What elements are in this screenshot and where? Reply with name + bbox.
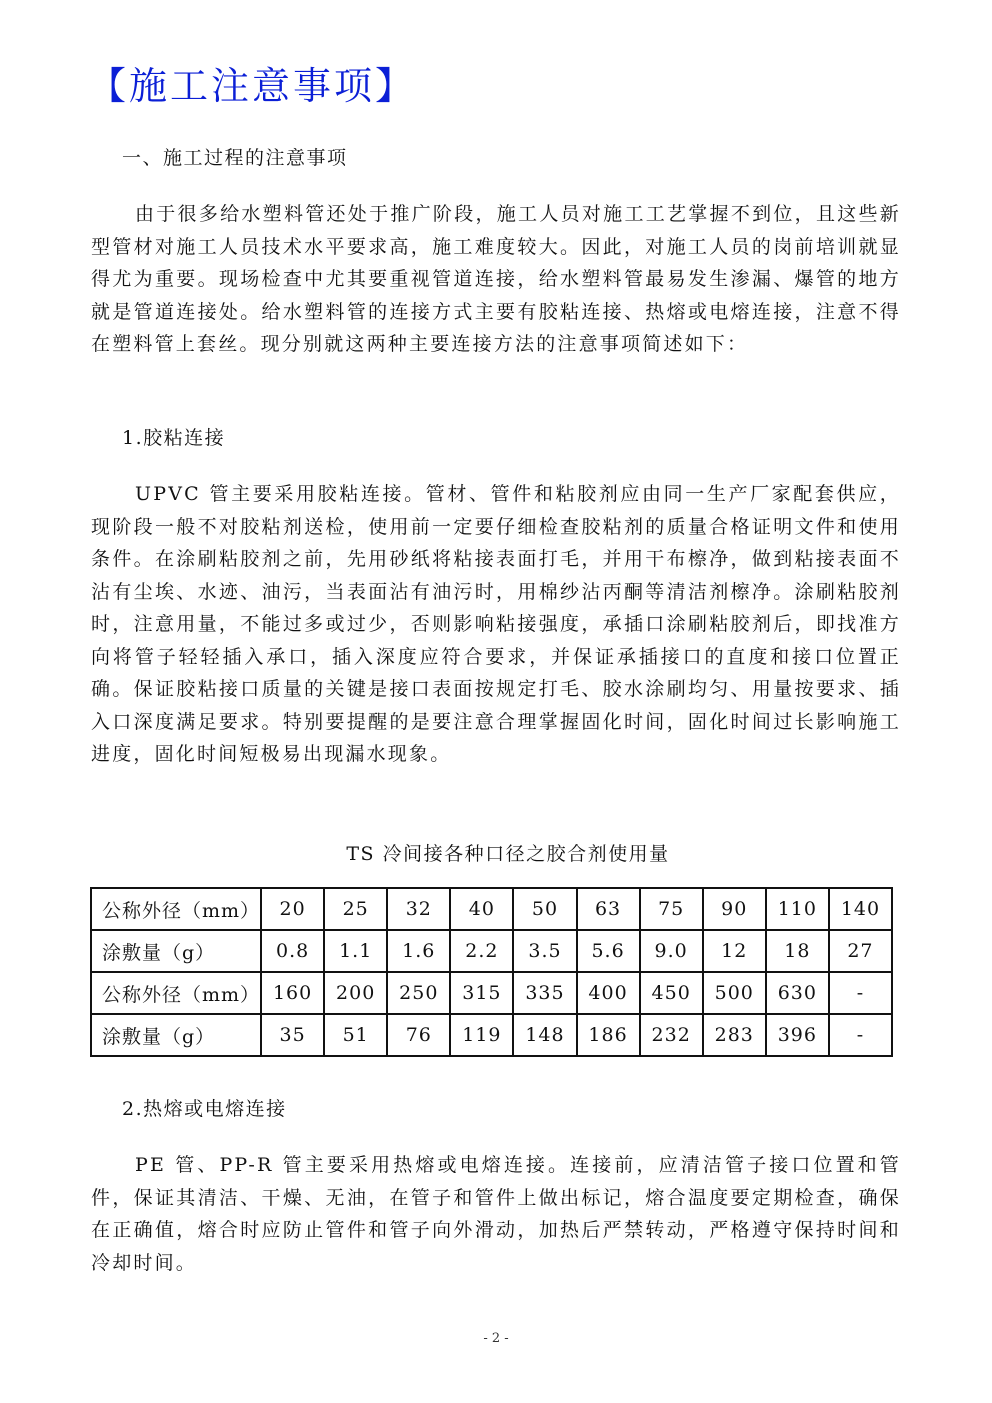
table-cell: 0.8 — [261, 930, 324, 972]
table-cell: 315 — [450, 972, 513, 1014]
table-cell: 232 — [640, 1014, 703, 1056]
table-row — [91, 930, 892, 972]
page-title: 【施工注意事项】 — [88, 64, 417, 108]
table-cell: 76 — [387, 1014, 450, 1056]
table-cell: 50 — [513, 888, 576, 930]
table-cell: 25 — [324, 888, 387, 930]
row-label: 涂敷量（g） — [91, 1014, 261, 1056]
intro-paragraph: 由于很多给水塑料管还处于推广阶段，施工人员对施工工艺掌握不到位，且这些新型管材对施工人员技术水平要求高，施工难度较大。因此，对施工人员的岗前培训就显得尤为重要。现场检查中尤其要重视管道连接，给水塑料管最易发生渗漏、爆管的地方就是管道连接处。给水塑料管的连接方式主要有胶粘连接、热熔或电熔连接，注意不得在塑料管上套丝。现分别就这两种主要连接方法的注意事项简述如下： — [91, 203, 901, 355]
table-cell: 140 — [829, 888, 892, 930]
table-row — [91, 1014, 892, 1056]
table-cell: - — [829, 1014, 892, 1056]
table-cell: 20 — [261, 888, 324, 930]
table-cell: 450 — [640, 972, 703, 1014]
table-cell: 2.2 — [450, 930, 513, 972]
table-cell: 32 — [387, 888, 450, 930]
table-cell: 335 — [513, 972, 576, 1014]
table-cell: 283 — [703, 1014, 766, 1056]
table-cell: 400 — [577, 972, 640, 1014]
table-cell: 9.0 — [640, 930, 703, 972]
table-cell: 40 — [450, 888, 513, 930]
table-cell: 51 — [324, 1014, 387, 1056]
page-number: - 2 - — [483, 1331, 509, 1346]
table-cell: 148 — [513, 1014, 576, 1056]
table-row — [91, 972, 892, 1014]
table-cell: 27 — [829, 930, 892, 972]
table-cell: 63 — [577, 888, 640, 930]
section-heading: 一、施工过程的注意事项 — [122, 147, 348, 169]
subsection-heading-glue: 1.胶粘连接 — [122, 427, 226, 449]
table-cell: - — [829, 972, 892, 1014]
table-cell: 75 — [640, 888, 703, 930]
table-cell: 119 — [450, 1014, 513, 1056]
row-label: 公称外径（mm） — [91, 972, 261, 1014]
table-cell: 110 — [766, 888, 829, 930]
table-cell: 396 — [766, 1014, 829, 1056]
table-cell: 35 — [261, 1014, 324, 1056]
table-cell: 200 — [324, 972, 387, 1014]
glue-paragraph: UPVC 管主要采用胶粘连接。管材、管件和粘胶剂应由同一生产厂家配套供应，现阶段一般不对胶粘剂送检，使用前一定要仔细检查胶粘剂的质量合格证明文件和使用条件。在涂刷粘胶剂之前，先用砂纸将粘接表面打毛，并用干布檫净，做到粘接表面不沾有尘埃、水迹、油污，当表面沾有油污时，用棉纱沾丙酮等清洁剂檫净。涂刷粘胶剂时，注意用量，不能过多或过少，否则影响粘接强度，承插口涂刷粘胶剂后，即找准方向将管子轻轻插入承口，插入深度应符合要求，并保证承插接口的直度和接口位置正确。保证胶粘接口质量的关键是接口表面按规定打毛、胶水涂刷均匀、用量按要求、插入口深度满足要求。特别要提醒的是要注意合理掌握固化时间，固化时间过长影响施工进度，固化时间短极易出现漏水现象。 — [91, 483, 901, 765]
table-cell: 1.1 — [324, 930, 387, 972]
adhesive-usage-table — [90, 887, 893, 1057]
fusion-paragraph: PE 管、PP-R 管主要采用热熔或电熔连接。连接前，应清洁管子接口位置和管件，保证其清洁、干燥、无油，在管子和管件上做出标记，熔合温度要定期检查，确保在正确值，熔合时应防止管件和管子向外滑动，加热后严禁转动，严格遵守保持时间和冷却时间。 — [91, 1154, 901, 1274]
table-caption: TS 冷间接各种口径之胶合剂使用量 — [346, 843, 670, 865]
row-label: 涂敷量（g） — [91, 930, 261, 972]
table-cell: 12 — [703, 930, 766, 972]
table-cell: 1.6 — [387, 930, 450, 972]
table-cell: 630 — [766, 972, 829, 1014]
table-cell: 18 — [766, 930, 829, 972]
table-cell: 90 — [703, 888, 766, 930]
table-cell: 500 — [703, 972, 766, 1014]
table-cell: 186 — [577, 1014, 640, 1056]
table-cell: 250 — [387, 972, 450, 1014]
table-row — [91, 888, 892, 930]
table-cell: 3.5 — [513, 930, 576, 972]
subsection-heading-fusion: 2.热熔或电熔连接 — [122, 1098, 287, 1120]
row-label: 公称外径（mm） — [91, 888, 261, 930]
table-cell: 5.6 — [577, 930, 640, 972]
table-cell: 160 — [261, 972, 324, 1014]
